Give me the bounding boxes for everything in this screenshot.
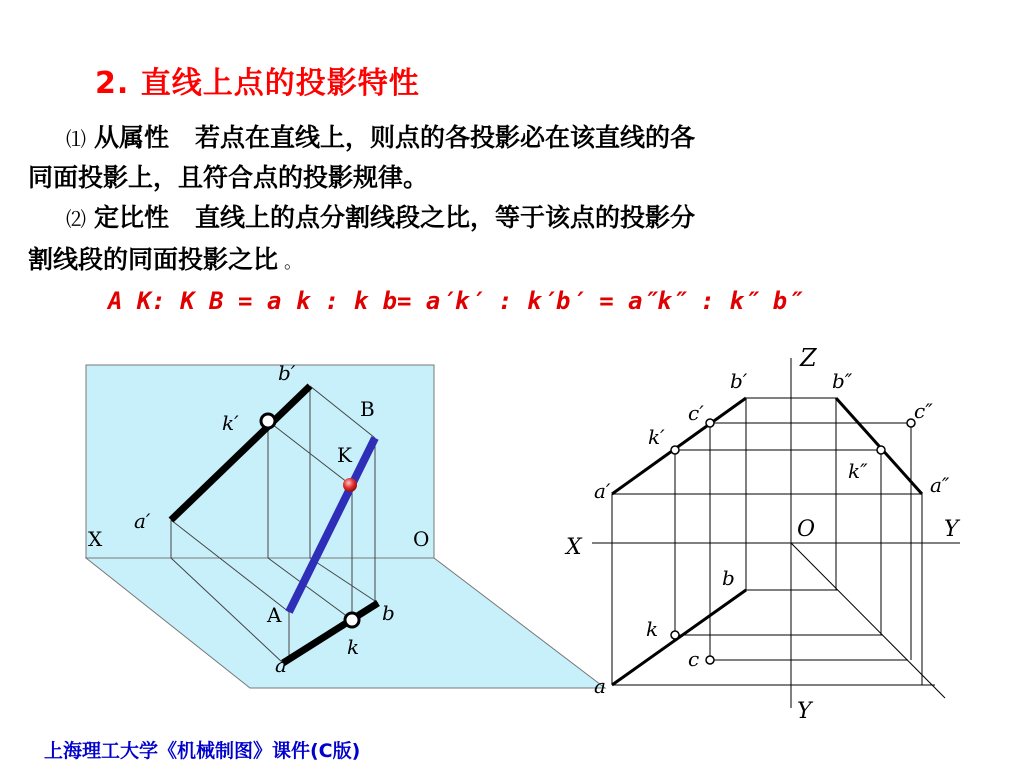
- label-k: k: [646, 617, 659, 641]
- point-k: [345, 613, 359, 627]
- label-b-prime: b′: [730, 369, 748, 393]
- label-b: b: [382, 601, 395, 625]
- point-c-prime: [706, 419, 714, 427]
- label-O: O: [797, 517, 816, 542]
- label-X: X: [566, 535, 582, 560]
- label-c: c: [688, 647, 700, 671]
- label-a-prime: a′: [594, 479, 611, 503]
- label-A: A: [267, 603, 282, 627]
- line-a-prime-b-prime: [612, 398, 746, 494]
- label-a: a: [594, 674, 606, 698]
- ratio-formula: A K: K B = a k : k b= a′k′ : k′b′ = a″k″ : k″ b″: [108, 287, 802, 315]
- label-k-prime: k′: [222, 411, 239, 435]
- label-a: a: [275, 653, 287, 677]
- label-k: k: [347, 635, 360, 659]
- course-footer: 上海理工大学《机械制图》课件(C版): [44, 740, 361, 762]
- label-b-prime: b′: [278, 361, 296, 385]
- property2-line1: [66, 198, 695, 239]
- property2-line2: [28, 240, 302, 283]
- point-K: [343, 478, 357, 492]
- property2-name: 定比性: [94, 203, 170, 232]
- property2-period: 。: [284, 252, 303, 273]
- property2-text-line2: 割线段的同面投影之比: [28, 245, 279, 274]
- property1-name: 从属性: [94, 123, 170, 152]
- pictorial-projection-figure: [0, 340, 620, 700]
- point-k: [671, 631, 679, 639]
- label-b-dprime: b″: [832, 369, 853, 393]
- label-a-dprime: a″: [930, 473, 950, 497]
- property1-line2: 同面投影上，且符合点的投影规律。: [28, 163, 429, 192]
- label-c-prime: c′: [688, 401, 704, 425]
- label-O: O: [413, 527, 430, 551]
- property2-marker: ⑵: [66, 207, 86, 231]
- property2-text-line1: 直线上的点分割线段之比，等于该点的投影分: [195, 203, 696, 232]
- three-view-projection-figure: [560, 340, 980, 725]
- label-Y-bottom: Y: [797, 699, 812, 724]
- label-Y-right: Y: [944, 517, 959, 542]
- label-b: b: [722, 566, 735, 590]
- label-c-dprime: c″: [914, 399, 933, 423]
- projection-axes: [592, 358, 960, 708]
- label-X: X: [88, 527, 103, 551]
- point-k-prime: [261, 414, 275, 428]
- label-k-dprime: k″: [848, 459, 868, 483]
- label-k-prime: k′: [648, 425, 665, 449]
- slide-title: 2. 直线上点的投影特性: [95, 66, 420, 101]
- property1-text-line1: 若点在直线上，则点的各投影必在该直线的各: [195, 123, 696, 152]
- label-B: B: [360, 397, 375, 421]
- label-Z: Z: [800, 344, 817, 372]
- point-k-prime: [671, 446, 679, 454]
- property1-line1: [66, 118, 695, 159]
- point-k-dprime: [877, 446, 885, 454]
- label-a-prime: a′: [134, 509, 151, 533]
- label-K: K: [337, 443, 352, 467]
- point-c: [706, 656, 714, 664]
- property1-marker: ⑴: [66, 127, 86, 151]
